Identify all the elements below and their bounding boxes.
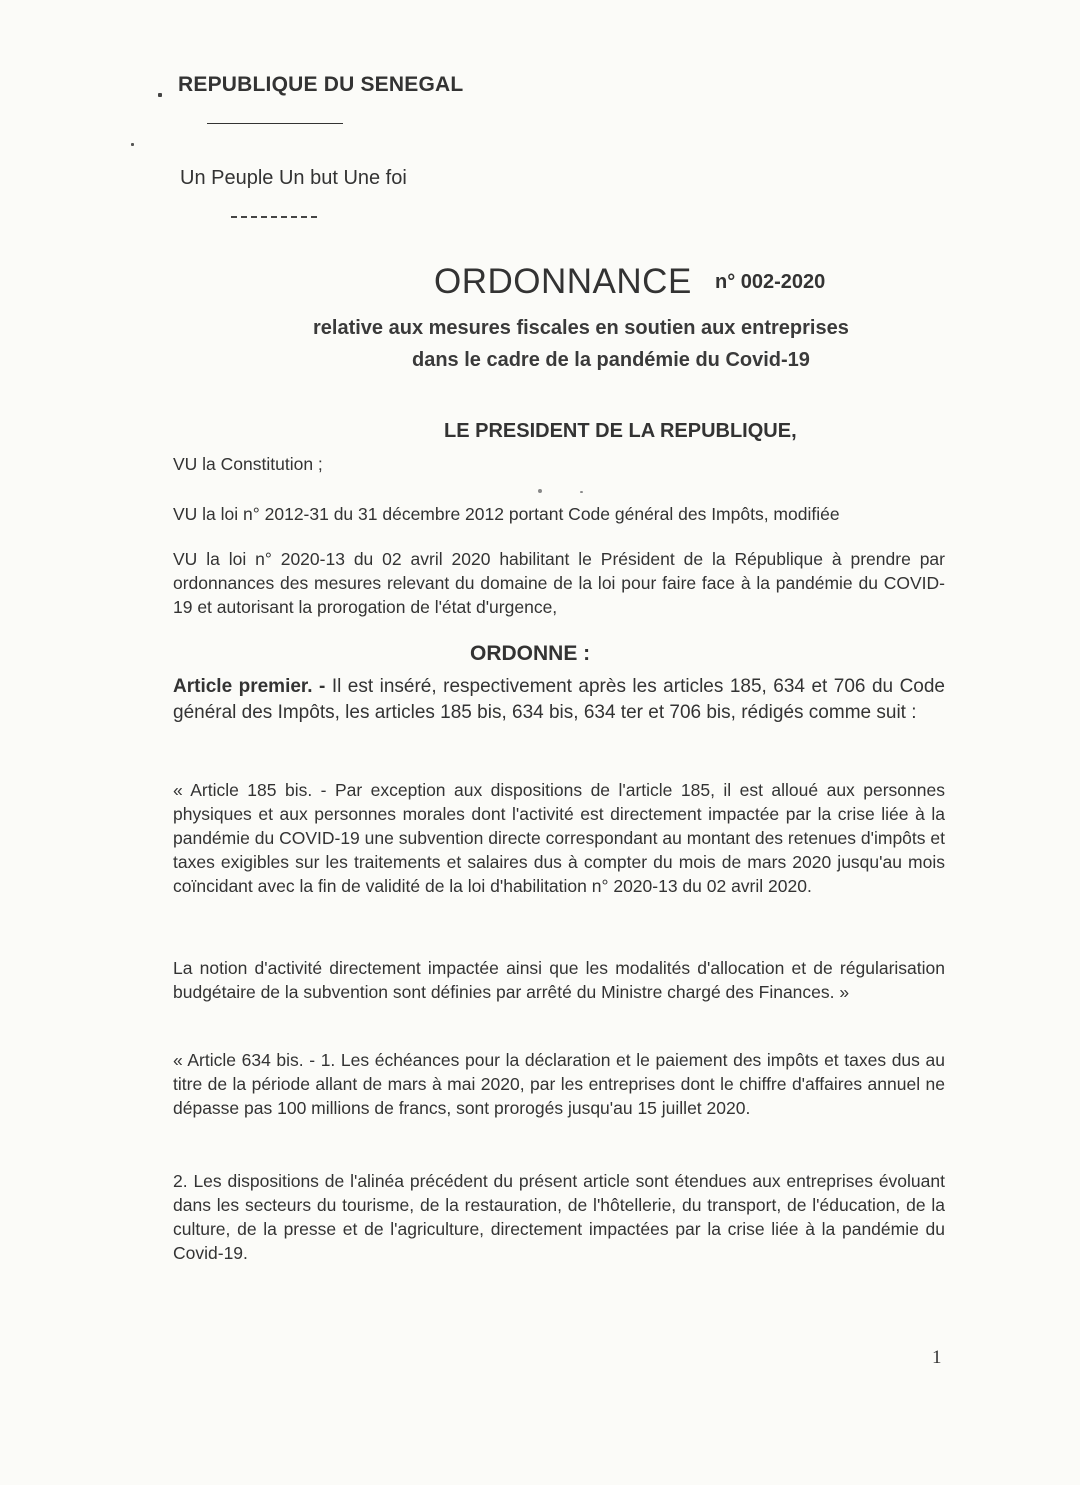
motto-dashed-rule bbox=[231, 216, 317, 218]
scan-speck bbox=[538, 489, 542, 493]
article-634-bis-2: 2. Les dispositions de l'alinéa précédent du présent article sont étendues aux entreprises évoluant dans les secteurs du tourisme, de la restauration, de l'hôtellerie, du transport, de l'éducation, de la culture, de la presse et de l'agriculture, directement impactées par la crise liée à la pandémie du Covid-19. bbox=[173, 1171, 945, 1263]
national-motto: Un Peuple Un but Une foi bbox=[180, 167, 407, 189]
ordonnance-subtitle-line1: relative aux mesures fiscales en soutien aux entreprises bbox=[313, 317, 849, 339]
article-premier bbox=[173, 674, 945, 726]
margin-speck bbox=[131, 143, 134, 146]
article-premier-label: Article premier. - bbox=[173, 676, 326, 697]
ordonnance-subtitle-line2: dans le cadre de la pandémie du Covid-19 bbox=[412, 349, 810, 371]
page-number: 1 bbox=[932, 1347, 942, 1368]
scan-speck bbox=[580, 491, 583, 493]
ordonnance-title: ORDONNANCE bbox=[434, 262, 692, 301]
vu-loi-2012-31: VU la loi n° 2012-31 du 31 décembre 2012 portant Code général des Impôts, modifiée bbox=[173, 504, 840, 524]
vu-constitution: VU la Constitution ; bbox=[173, 454, 323, 474]
article-premier-text: Il est inséré, respectivement après les articles 185, 634 et 706 du Code général des Impôts, les articles 185 bis, 634 bis, 634 ter et 706 bis, rédigés comme suit : bbox=[173, 676, 945, 723]
republic-heading: REPUBLIQUE DU SENEGAL bbox=[178, 73, 464, 96]
article-185-bis-notion: La notion d'activité directement impactée ainsi que les modalités d'allocation et de régularisation budgétaire de la subvention sont définies par arrêté du Ministre chargé des Finances. » bbox=[173, 958, 945, 1002]
article-185-bis: « Article 185 bis. - Par exception aux dispositions de l'article 185, il est alloué aux personnes physiques et aux personnes morales dont l'activité est directement impactée par la crise liée à la pandémie du COVID-19 une subvention directe correspondant au montant des retenues d'impôts et taxes exigibles sur les traitements et salaires dus à compter du mois de mars 2020 jusqu'au mois coïncidant avec la fin de validité de la loi d'habilitation n° 2020-13 du 02 avril 2020. bbox=[173, 780, 945, 896]
republic-underline bbox=[207, 123, 343, 124]
article-634-bis-1: « Article 634 bis. - 1. Les échéances pour la déclaration et le paiement des impôts et taxes dus au titre de la période allant de mars à mai 2020, par les entreprises dont le chiffre d'affaires annuel ne dépasse pas 100 millions de francs, sont prorogés jusqu'au 15 juillet 2020. bbox=[173, 1050, 945, 1118]
president-heading: LE PRESIDENT DE LA REPUBLIQUE, bbox=[444, 420, 797, 442]
header-bullet-mark bbox=[158, 93, 162, 97]
vu-loi-2020-13: VU la loi n° 2020-13 du 02 avril 2020 habilitant le Président de la République à prendre par ordonnances des mesures relevant du domaine de la loi pour faire face à la pandémie du COVID-19 et autorisant la prorogation de l'état d'urgence, bbox=[173, 549, 945, 617]
ordonne-heading: ORDONNE : bbox=[470, 642, 591, 665]
ordonnance-number: n° 002-2020 bbox=[715, 271, 826, 293]
